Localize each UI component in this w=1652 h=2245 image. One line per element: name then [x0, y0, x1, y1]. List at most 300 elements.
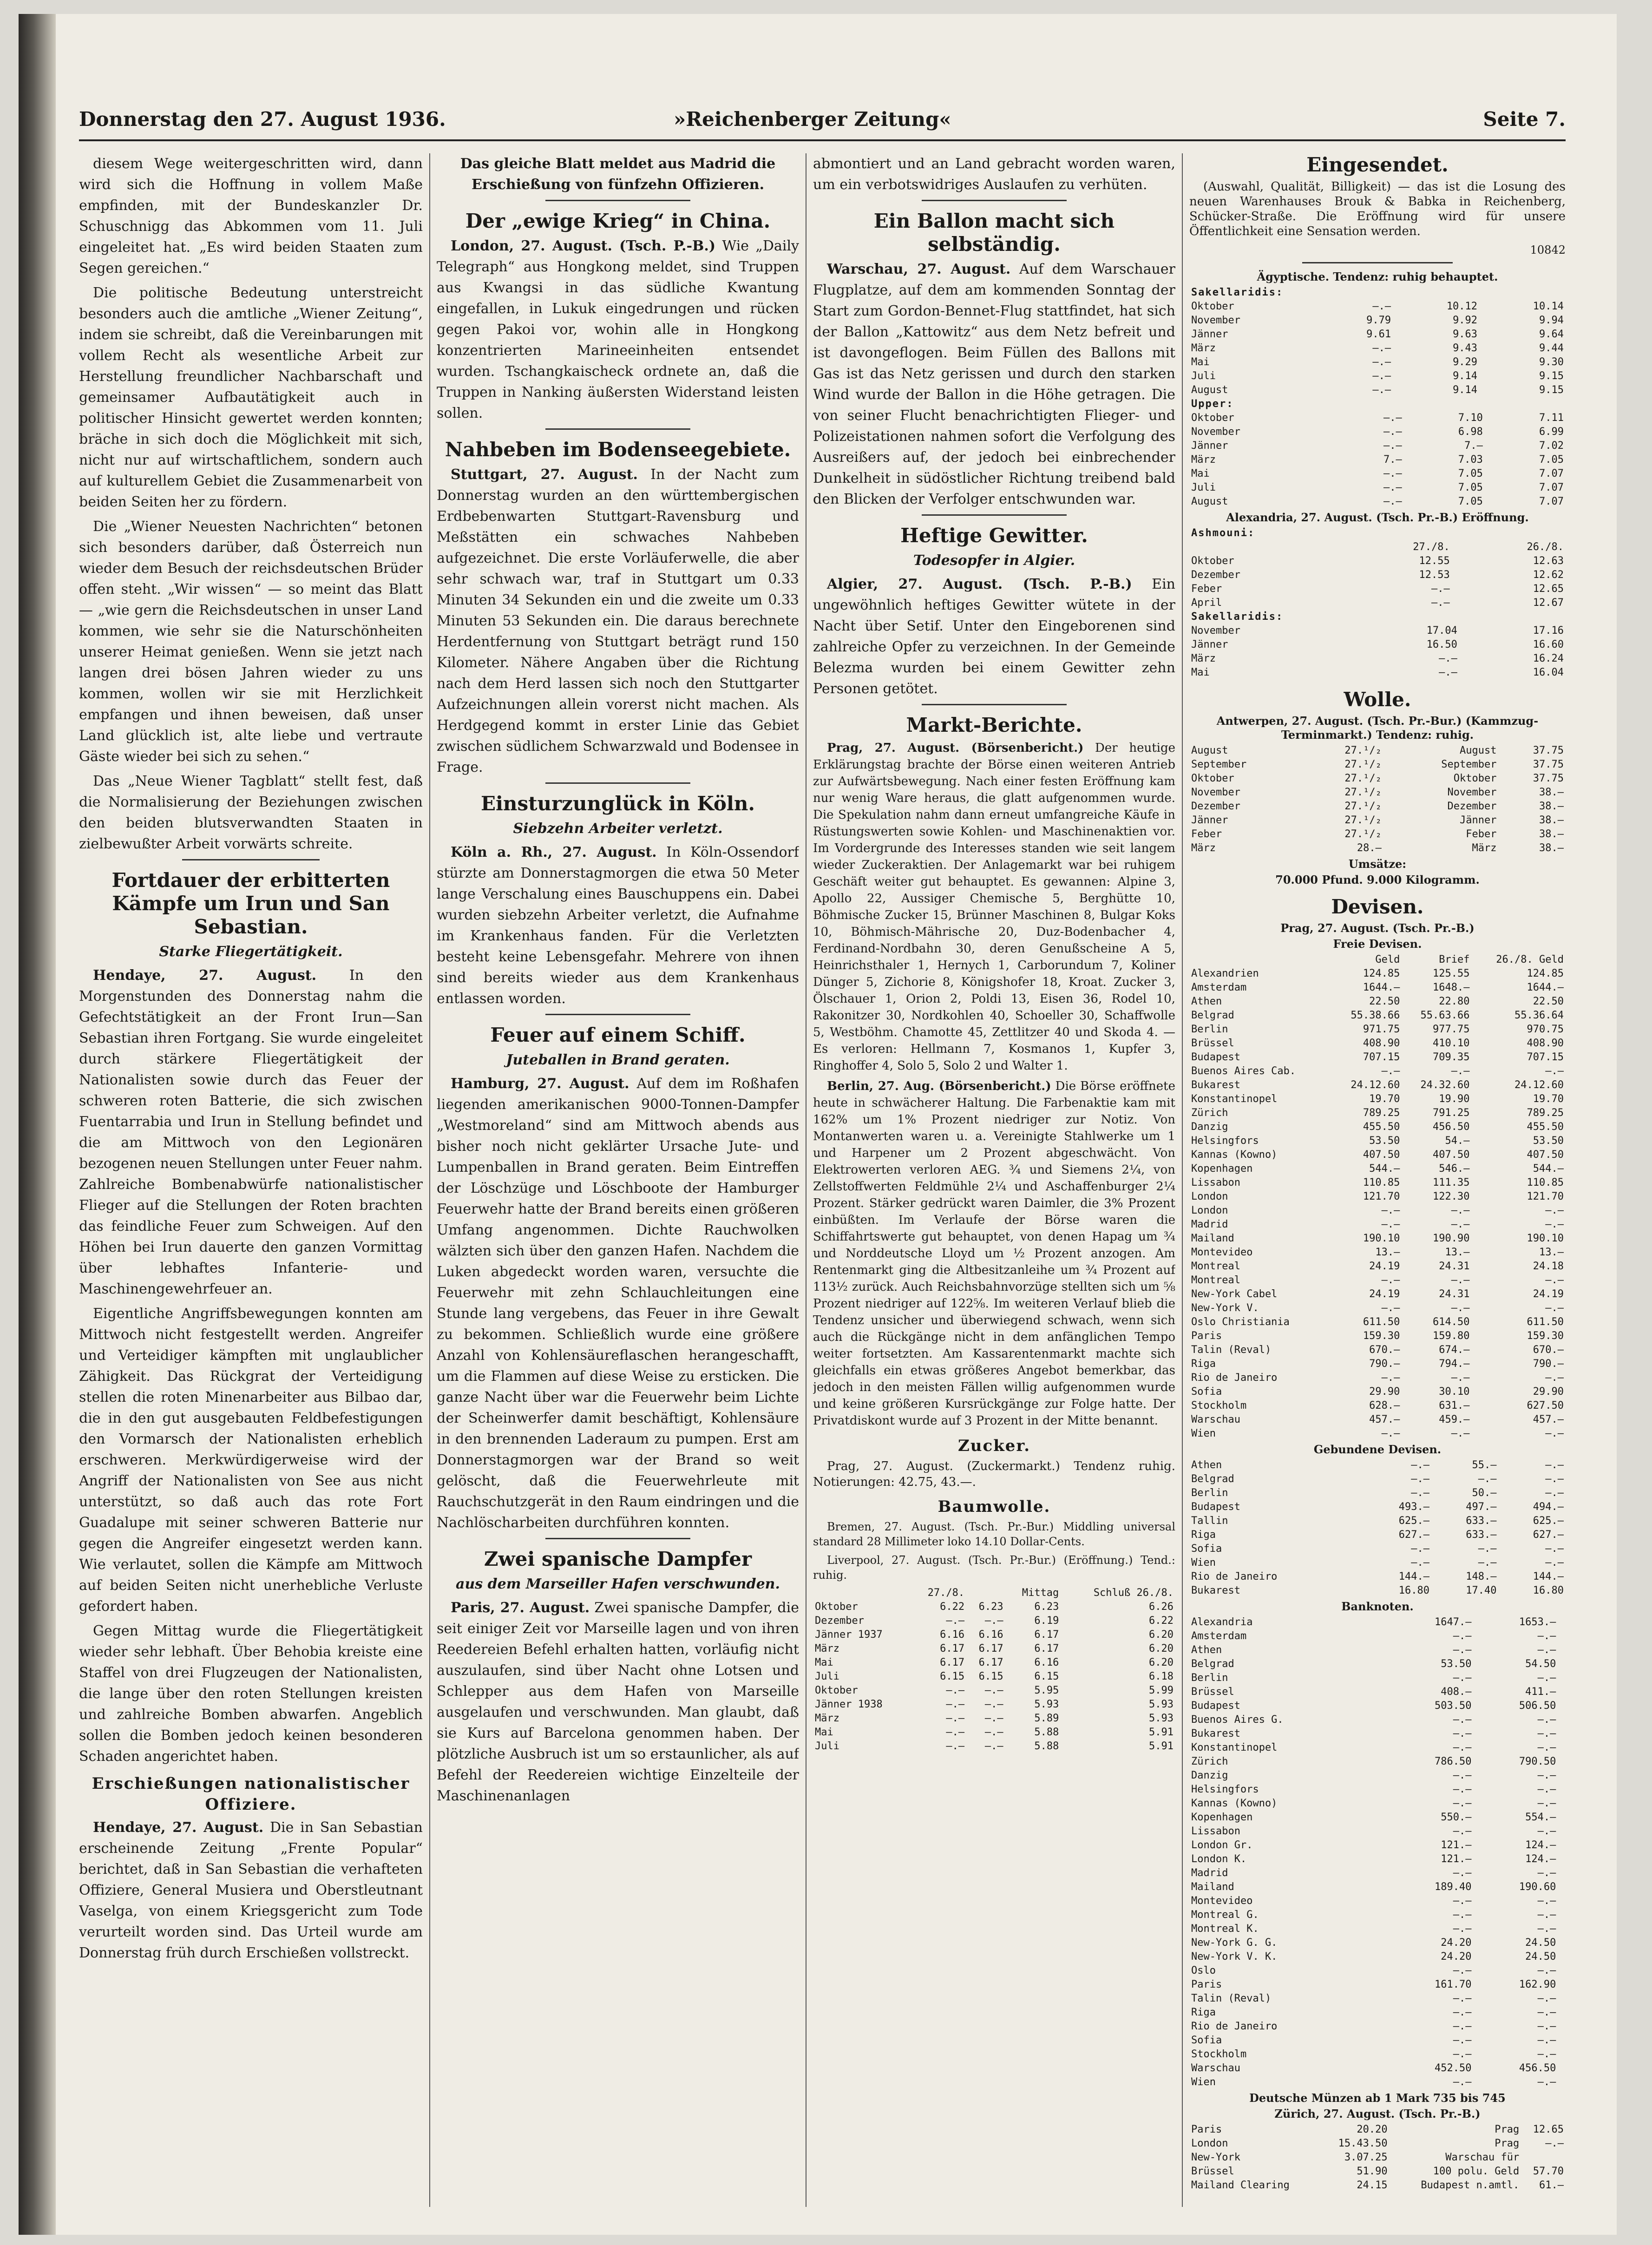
table-cell: Zürich	[1191, 1107, 1228, 1119]
table-row	[1189, 1413, 1566, 1427]
table-cell: —.—	[1453, 2076, 1472, 2088]
market-line: Zürich, 27. August. (Tsch. Pr.-B.)	[1274, 2107, 1481, 2120]
table-cell: —.—	[1451, 1065, 1470, 1077]
table-cell: Buenos Aires Cab.	[1191, 1065, 1296, 1077]
table-cell: 971.75	[1363, 1024, 1400, 1035]
table-cell: 6.22	[1149, 1615, 1173, 1627]
table-cell: —.—	[984, 1740, 1003, 1752]
table-row	[1189, 495, 1566, 509]
table-header-cell: 27./8.	[1413, 541, 1450, 553]
table-row	[1189, 772, 1566, 786]
table-cell: Paris	[1191, 1979, 1222, 1990]
table-cell	[1558, 1936, 1566, 1950]
table-cell: Dezember	[1447, 801, 1497, 812]
table-cell: Juli	[1191, 370, 1216, 382]
divider	[545, 428, 690, 430]
table-cell: 122.30	[1432, 1191, 1470, 1202]
table-row	[1189, 1699, 1566, 1713]
table-cell: —.—	[1451, 1428, 1470, 1439]
table-cell: 38.—	[1539, 814, 1564, 826]
table-cell	[1558, 1629, 1566, 1643]
divider	[922, 704, 1067, 705]
dateline: Algier, 27. August. (Tsch. P.-B.)	[827, 576, 1132, 592]
table-row	[1189, 652, 1566, 666]
table-cell: 7.03	[1458, 454, 1483, 466]
table-cell: Warschau	[1191, 2062, 1240, 2074]
table-cell: —.—	[1453, 1644, 1472, 1656]
table-cell: 627.—	[1398, 1529, 1429, 1541]
table-cell: Belgrad	[1191, 1010, 1234, 1021]
table-cell	[1558, 1713, 1566, 1727]
table-row	[1189, 800, 1566, 814]
divider	[922, 200, 1067, 201]
table-cell: 5.93	[1149, 1699, 1173, 1710]
table-row	[1189, 1232, 1566, 1246]
table-cell: —.—	[984, 1713, 1003, 1724]
table-cell: —.—	[1383, 412, 1402, 424]
table-row	[1189, 1315, 1566, 1329]
table-cell: —.—	[1537, 1798, 1556, 1809]
table-cell: Konstantinopel	[1191, 1742, 1278, 1753]
table-cell: —.—	[1537, 1965, 1556, 1976]
table-cell: 19.70	[1533, 1093, 1564, 1105]
table-cell: 29.90	[1533, 1386, 1564, 1398]
table-cell: Montreal K.	[1191, 1923, 1259, 1935]
table-row	[1189, 1643, 1566, 1657]
table-cell: 27.¹/₂	[1344, 745, 1382, 756]
table-cell: 7.10	[1458, 412, 1483, 424]
table-cell: 410.10	[1432, 1037, 1470, 1049]
divider	[545, 200, 690, 201]
table-cell: —.—	[1537, 1825, 1556, 1837]
table-row	[813, 1656, 1175, 1670]
paragraph: Das „Neue Wiener Tagblatt“ stellt fest, daß die Normalisierung der Beziehungen zwischen den beiden blutsverwandten Staaten in zielbewußter Arbeit vorwärts schreite.	[79, 773, 423, 852]
table-cell: 633.—	[1466, 1529, 1497, 1541]
table-cell: Riga	[1191, 1358, 1216, 1370]
table-cell: 24.31	[1439, 1288, 1470, 1300]
table-cell: 28.—	[1357, 842, 1382, 854]
table-cell: Montreal	[1191, 1260, 1240, 1272]
table-row	[1189, 1797, 1566, 1811]
table-cell: —.—	[1453, 1728, 1472, 1740]
market-line: Umsätze:	[1348, 857, 1407, 871]
table-cell: 794.—	[1439, 1358, 1470, 1370]
table-cell: 970.75	[1527, 1024, 1564, 1035]
table-cell: 9.14	[1453, 370, 1478, 382]
table-cell: 7.07	[1539, 496, 1564, 507]
article-headline: Einsturzunglück in Köln.	[480, 792, 755, 815]
table-row	[1189, 554, 1566, 568]
table-header-cell: 26./8.	[1527, 541, 1564, 553]
table-row	[1189, 2123, 1566, 2137]
table-cell: 12.55	[1419, 555, 1450, 567]
table-cell: Tallin	[1191, 1515, 1228, 1527]
table-cell: 17.40	[1466, 1585, 1497, 1596]
table-cell: —.—	[1545, 1557, 1564, 1569]
table-cell	[1558, 1797, 1566, 1811]
table-cell: 24.50	[1525, 1937, 1556, 1949]
table-cell: Bukarest	[1191, 1585, 1240, 1596]
table-cell: 633.—	[1466, 1515, 1497, 1527]
table-cell: —.—	[1537, 1770, 1556, 1781]
table-cell: —.—	[1451, 1205, 1470, 1216]
table-cell: —.—	[1431, 597, 1450, 609]
table-cell: 7.02	[1539, 440, 1564, 452]
article-headline: Fortdauer der erbitterten Kämpfe um Irun und San Sebastian.	[111, 869, 390, 938]
table-row	[1189, 1176, 1566, 1190]
table-row	[1189, 1148, 1566, 1162]
article-headline: Nahbeben im Bodenseegebiete.	[445, 438, 791, 461]
table-cell: 54.—	[1445, 1135, 1470, 1147]
table-cell: 6.16	[978, 1629, 1003, 1641]
table-cell: 9.15	[1539, 384, 1564, 396]
table-cell: 10.12	[1446, 301, 1478, 312]
bound-currency-table	[1189, 1458, 1566, 1598]
table-cell: 100 polu. Geld	[1433, 2166, 1520, 2177]
table-cell: 159.30	[1363, 1330, 1400, 1342]
table-row	[1189, 369, 1566, 383]
table-cell: —.—	[1537, 1923, 1556, 1935]
table-cell: 16.24	[1533, 653, 1564, 664]
column-rule	[1182, 153, 1183, 2207]
table-cell: 144.—	[1398, 1571, 1429, 1582]
table-cell: 190.10	[1527, 1233, 1564, 1244]
table-cell: 190.90	[1432, 1233, 1470, 1244]
table-cell	[1558, 2020, 1566, 2034]
table-cell: 9.29	[1453, 356, 1478, 368]
table-row	[1189, 1978, 1566, 1992]
table-cell: Juli	[1191, 482, 1216, 493]
table-row	[1189, 2151, 1566, 2165]
table-row	[1189, 1950, 1566, 1964]
table-cell: 1644.—	[1527, 982, 1564, 993]
table-cell: —.—	[1411, 1557, 1429, 1569]
table-cell: 544.—	[1533, 1163, 1564, 1175]
table-cell: —.—	[1453, 1742, 1472, 1753]
table-row	[1189, 1134, 1566, 1148]
table-cell: Montevideo	[1191, 1895, 1253, 1907]
table-cell: Danzig	[1191, 1770, 1228, 1781]
table-row	[1189, 1246, 1566, 1260]
table-cell: —.—	[1453, 1993, 1472, 2004]
table-cell: Belgrad	[1191, 1658, 1234, 1670]
table-cell: 111.35	[1432, 1177, 1470, 1188]
table-cell: 24.19	[1369, 1260, 1400, 1272]
table-row	[813, 1726, 1175, 1740]
column-3	[813, 153, 1175, 2216]
table-cell: 5.91	[1149, 1726, 1173, 1738]
table-cell: 6.20	[1149, 1629, 1173, 1641]
table-cell: New-York V.	[1191, 1302, 1259, 1314]
table-label-row	[1189, 610, 1566, 624]
table-row	[1189, 1472, 1566, 1486]
table-cell	[1558, 1894, 1566, 1908]
table-row	[1189, 1458, 1566, 1472]
table-cell: Rio de Janeiro	[1191, 2021, 1278, 2032]
table-cell: Sofia	[1191, 1386, 1222, 1398]
table-cell: 459.—	[1439, 1414, 1470, 1425]
table-row	[1189, 383, 1566, 397]
table-cell: 1644.—	[1363, 982, 1400, 993]
article-subhead: Siebzehn Arbeiter verletzt.	[513, 821, 723, 837]
table-cell: 456.50	[1519, 2062, 1556, 2074]
table-cell: —.—	[1537, 1867, 1556, 1879]
paragraph: Auf dem Warschauer Flugplatze, auf dem am kommenden Sonntag der Start zum Gordon-Bennet-Flug stattfindet, hat sich der Ballon „Kattowitz“ aus dem Netz befreit und ist davongeflogen. Beim Füllen des Ballons mit Gas ist das Netz gerissen und durch den starken Wind wurde der Ballon in die Höhe getragen. Die von seiner Flucht benachrichtigten Flieger- und Polizeistationen nahmen sofort die Verfolgung des Ausreißers auf, der jedoch bei einbrechender Dunkelheit in südöstlicher Richtung treibend bald den Blicken der Verfolger entschwunden war.	[813, 261, 1175, 507]
table-cell	[1558, 2006, 1566, 2020]
table-cell: 455.50	[1363, 1121, 1400, 1133]
table-cell: —.—	[1453, 1630, 1472, 1642]
table-cell: 24.19	[1533, 1288, 1564, 1300]
table-cell: London K.	[1191, 1853, 1247, 1865]
table-cell: —.—	[1411, 1543, 1429, 1555]
table-cell: 6.23	[1034, 1601, 1059, 1613]
table-row	[1189, 981, 1566, 995]
table-row	[1189, 1741, 1566, 1755]
table-cell: August	[1191, 745, 1228, 756]
table-row	[1189, 1992, 1566, 2006]
table-row	[1189, 1023, 1566, 1037]
table-cell: 24.12.60	[1350, 1079, 1400, 1091]
table-cell: 53.50	[1533, 1135, 1564, 1147]
table-row	[813, 1600, 1175, 1614]
table-cell: —.—	[1537, 1728, 1556, 1740]
table-row	[1189, 995, 1566, 1009]
table-cell: Sofia	[1191, 1543, 1222, 1555]
table-cell	[1558, 1615, 1566, 1629]
table-cell: Jänner	[1191, 639, 1228, 650]
table-header-cell: Mittag	[1022, 1587, 1059, 1599]
market-line: Prag, 27. August. (Tsch. Pr.-B.)	[1280, 921, 1475, 935]
table-header-cell: Schluß 26./8.	[1093, 1587, 1173, 1599]
paragraph: Auf dem im Roßhafen liegenden amerikanischen 9000-Tonnen-Dampfer „Westmoreland“ sind am Mittwoch abends aus bisher noch nicht geklärter Ursache Jute- und Lumpenballen in Brand geraten. Beim Eintreffen der Löschzüge und Löschboote der Hamburger Feuerwehr hatte der Brand bereits einen größeren Umfang angenommen. Dichte Rauchwolken wälzten sich über den ganzen Hafen. Nachdem die Luken abgedeckt worden waren, versuchte die Feuerwehr mit zehn Schlauchleitungen eine Stunde lang vergebens, das Feuer in ihre Gewalt zu bekommen. Schließlich wurde eine größere Anzahl von Kohlensäureflaschen herangeschafft, um die Flammen auf diese Weise zu ersticken. Die ganze Nacht über war die Feuerwehr beim Lichte der Scheinwerfer damit beschäftigt, Kohlensäure in den brennenden Laderaum zu pumpen. Erst am Donnerstagmorgen war der Brand so weit gelöscht, daß die Feuerwehrleute mit Rauchschutzgerät in den Raum eindringen und die Nachlöscharbeiten durchführen konnten.	[437, 1076, 799, 1531]
table-cell: —.—	[1381, 1274, 1400, 1286]
market-line: Antwerpen, 27. August. (Tsch. Pr.-Bur.) (Kammzug-Terminmarkt.) Tendenz: ruhig.	[1216, 714, 1539, 742]
table-cell: Montevideo	[1191, 1247, 1253, 1258]
table-cell: 24.31	[1439, 1260, 1470, 1272]
table-cell: —.—	[1411, 1473, 1429, 1485]
table-cell: —.—	[1545, 1372, 1564, 1384]
table-cell: 148.—	[1466, 1571, 1497, 1582]
table-row	[1189, 1514, 1566, 1528]
table-cell	[1558, 1866, 1566, 1880]
table-cell: 24.32.60	[1420, 1079, 1470, 1091]
table-cell	[1558, 1908, 1566, 1922]
divider	[545, 782, 690, 784]
sakellaridis-table	[1189, 286, 1566, 397]
table-cell: —.—	[1383, 496, 1402, 507]
table-header-cell	[1189, 540, 1337, 554]
table-cell: 121.70	[1527, 1191, 1564, 1202]
table-cell: 670.—	[1533, 1344, 1564, 1356]
table-cell: —.—	[984, 1726, 1003, 1738]
table-cell: 6.20	[1149, 1657, 1173, 1668]
table-cell: Athen	[1191, 1644, 1222, 1656]
table-cell: —.—	[1381, 1219, 1400, 1230]
table-cell: Oktober	[1453, 773, 1497, 784]
table-row	[1189, 1866, 1566, 1880]
table-cell: —.—	[1545, 1487, 1564, 1499]
table-cell	[1558, 1727, 1566, 1741]
table-cell: 407.50	[1432, 1149, 1470, 1161]
section-headline: Devisen.	[1331, 895, 1424, 918]
currency-table	[1189, 953, 1566, 1441]
table-row	[1189, 411, 1566, 425]
table-cell	[1558, 1685, 1566, 1699]
table-cell: —.—	[1453, 2035, 1472, 2046]
table-cell: —.—	[1537, 1630, 1556, 1642]
table-cell: —.—	[946, 1740, 965, 1752]
table-cell: —.—	[1545, 1459, 1564, 1471]
table-row	[1189, 1037, 1566, 1050]
table-row	[1189, 2137, 1566, 2151]
dateline: Prag, 27. August. (Börsenbericht.)	[827, 741, 1084, 755]
table-cell: —.—	[1478, 1557, 1497, 1569]
table-cell: —.—	[1381, 1205, 1400, 1216]
table-cell: 53.50	[1369, 1135, 1400, 1147]
table-row	[1189, 1399, 1566, 1413]
table-row	[1189, 1894, 1566, 1908]
table-cell: 5.99	[1149, 1685, 1173, 1696]
table-cell: 9.92	[1453, 315, 1478, 326]
table-cell: 7.05	[1458, 496, 1483, 507]
table-cell: —.—	[1537, 1644, 1556, 1656]
table-cell: März	[1191, 653, 1216, 664]
table-cell: 13.—	[1445, 1247, 1470, 1258]
table-row	[1189, 1852, 1566, 1866]
table-row	[1189, 453, 1566, 467]
dateline: Paris, 27. August.	[451, 1600, 590, 1616]
table-cell: 124.—	[1525, 1839, 1556, 1851]
table-cell: —.—	[1451, 1274, 1470, 1286]
table-row	[1189, 1287, 1566, 1301]
table-cell: 57.70	[1533, 2166, 1564, 2177]
table-cell: Danzig	[1191, 1121, 1228, 1133]
table-cell: 55.38.66	[1350, 1010, 1400, 1021]
table-label: Sakellaridis:	[1191, 611, 1284, 623]
table-cell: New-York	[1191, 2152, 1240, 2163]
table-cell: Oslo	[1191, 1965, 1216, 1976]
table-cell: 503.50	[1435, 1700, 1472, 1712]
header-page-number: Seite 7.	[1483, 108, 1566, 131]
table-cell: 159.30	[1527, 1330, 1564, 1342]
table-row	[1189, 1811, 1566, 1825]
table-row	[1189, 1769, 1566, 1783]
table-row	[813, 1712, 1175, 1726]
table-cell: Stockholm	[1191, 1400, 1247, 1411]
table-cell: —.—	[1453, 2048, 1472, 2060]
table-cell	[1558, 1964, 1566, 1978]
table-row	[1189, 1713, 1566, 1727]
table-cell: 27.¹/₂	[1344, 773, 1382, 784]
table-cell: 7.07	[1539, 468, 1564, 479]
table-cell: —.—	[1383, 468, 1402, 479]
table-cell: 789.25	[1363, 1107, 1400, 1119]
table-cell: 24.20	[1441, 1951, 1472, 1963]
table-cell: 55.36.64	[1514, 1010, 1564, 1021]
table-cell: 12.65	[1533, 583, 1564, 595]
table-row	[1189, 1838, 1566, 1852]
article-subhead: Todesopfer in Algier.	[913, 552, 1075, 569]
table-cell: —.—	[1439, 667, 1457, 678]
table-cell: 190.60	[1519, 1881, 1556, 1893]
table-cell: 6.23	[978, 1601, 1003, 1613]
table-cell: August	[1191, 496, 1228, 507]
table-cell: 7.05	[1539, 454, 1564, 466]
table-cell: Montreal G.	[1191, 1909, 1259, 1921]
table-cell: 22.80	[1439, 996, 1470, 1007]
section-headline: Zucker.	[957, 1437, 1031, 1455]
paragraph: abmontiert und an Land gebracht worden waren, um ein verbotswidriges Auslaufen zu verhüten.	[813, 156, 1175, 193]
table-row	[1189, 1064, 1566, 1078]
table-cell: —.—	[1537, 2035, 1556, 2046]
table-cell: 550.—	[1441, 1812, 1472, 1823]
table-label: Sakellaridis:	[1191, 287, 1284, 298]
table-cell: Warschau	[1191, 1414, 1240, 1425]
table-cell: 6.15	[978, 1671, 1003, 1682]
table-cell: Wien	[1191, 1557, 1216, 1569]
table-row	[1189, 1204, 1566, 1218]
table-cell: 1648.—	[1432, 982, 1470, 993]
table-cell: Alexandrien	[1191, 968, 1259, 979]
table-cell: —.—	[1545, 1473, 1564, 1485]
table-cell: —.—	[1453, 1825, 1472, 1837]
table-section-label: Gebundene Devisen.	[1313, 1443, 1442, 1456]
table-row	[1189, 1120, 1566, 1134]
table-cell: 38.—	[1539, 787, 1564, 798]
table-cell: —.—	[1478, 1473, 1497, 1485]
table-cell: —.—	[1411, 1459, 1429, 1471]
table-cell: —.—	[1381, 1372, 1400, 1384]
column-4	[1189, 153, 1566, 2216]
table-cell: 9.63	[1453, 328, 1478, 340]
table-header-row	[813, 1586, 1175, 1600]
table-cell: 7.07	[1539, 482, 1564, 493]
table-cell: 5.93	[1034, 1699, 1059, 1710]
table-cell: September	[1191, 759, 1247, 770]
table-cell: Paris	[1191, 1330, 1222, 1342]
page-header	[79, 102, 1566, 141]
table-cell: 55.—	[1472, 1459, 1497, 1471]
table-row	[1189, 2048, 1566, 2061]
table-cell: 121.—	[1441, 1839, 1472, 1851]
table-cell: —.—	[1537, 2076, 1556, 2088]
table-cell: —.—	[946, 1685, 965, 1696]
table-row	[1189, 1615, 1566, 1629]
table-cell	[1558, 1922, 1566, 1936]
table-cell	[1558, 1769, 1566, 1783]
table-cell: 6.20	[1149, 1643, 1173, 1654]
table-row	[1189, 1260, 1566, 1273]
table-cell: 546.—	[1439, 1163, 1470, 1175]
table-cell: —.—	[1537, 1993, 1556, 2004]
table-cell: 24.19	[1369, 1288, 1400, 1300]
table-row	[1189, 596, 1566, 610]
table-cell: 61.—	[1539, 2179, 1564, 2191]
table-cell: —.—	[1545, 1543, 1564, 1555]
table-cell: 15.43.50	[1338, 2138, 1388, 2149]
dateline: Hendaye, 27. August.	[93, 967, 317, 984]
table-cell: —.—	[1383, 482, 1402, 493]
table-row	[1189, 2165, 1566, 2179]
table-cell: 456.50	[1432, 1121, 1470, 1133]
table-row	[1189, 1964, 1566, 1978]
paragraph: Die in San Sebastian erscheinende Zeitung „Frente Popular“ berichtet, daß in San Sebastian die verhafteten Offiziere, General Musiera und Oberstleutnant Vaselga, von einem Kriegsgericht zum Tode verurteilt worden sind. Das Urteil wurde am Donnerstag früh durch Erschießen vollstreckt.	[79, 1819, 423, 1961]
table-row	[1189, 568, 1566, 582]
table-cell: 494.—	[1533, 1501, 1564, 1513]
table-cell	[1558, 1671, 1566, 1685]
table-cell: 5.89	[1034, 1713, 1059, 1724]
table-cell: 38.—	[1539, 801, 1564, 812]
